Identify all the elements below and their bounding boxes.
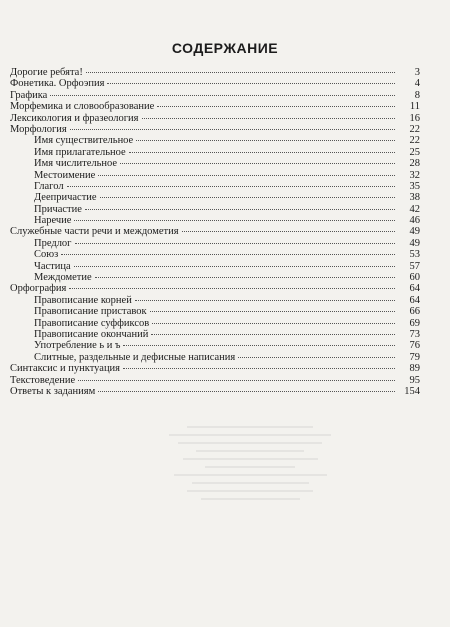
toc-entry [10, 272, 420, 283]
toc-entry-label: Частица [34, 260, 71, 272]
toc-entry-page: 42 [409, 203, 420, 215]
dot-leader [50, 94, 395, 96]
toc-entry [10, 101, 420, 112]
toc-entry [10, 295, 420, 306]
toc-entry [10, 340, 420, 351]
toc-entry [10, 192, 420, 203]
dot-leader [85, 208, 395, 210]
toc-entry-page: 89 [409, 363, 420, 375]
toc-entry [10, 170, 420, 181]
toc-entry-page: 49 [409, 237, 420, 249]
toc-entry [10, 329, 420, 340]
toc-entry [10, 204, 420, 215]
dot-leader [238, 356, 395, 358]
toc-entry-label: Слитные, раздельные и дефисные написания [34, 351, 236, 363]
toc-entry-page: 64 [409, 283, 420, 295]
toc-entry-page: 154 [404, 385, 420, 397]
dot-leader [75, 242, 396, 244]
dot-leader [70, 128, 395, 130]
toc-entry-label: Синтаксис и пунктуация [10, 363, 121, 375]
toc-entry-page: 66 [409, 306, 420, 318]
toc-entry [10, 78, 420, 89]
toc-entry-label: Графика [10, 89, 48, 101]
toc-entry [10, 147, 420, 158]
toc-entry [10, 363, 420, 374]
dot-leader [152, 322, 395, 324]
toc-entry-label: Глагол [34, 180, 64, 192]
toc-entry-page: 28 [409, 158, 420, 170]
toc-entry [10, 215, 420, 226]
toc-entry-page: 76 [409, 340, 420, 352]
dot-leader [98, 390, 395, 392]
toc-entry [10, 249, 420, 260]
toc-entry-label: Правописание суффиксов [34, 317, 150, 329]
dot-leader [86, 71, 395, 73]
toc-entry [10, 181, 420, 192]
toc-entry-label: Местоимение [34, 169, 96, 181]
toc-entry [10, 226, 420, 237]
toc-entry [10, 67, 420, 78]
dot-leader [129, 151, 395, 153]
toc-entry-label: Имя существительное [34, 135, 134, 147]
toc-entry-label: Правописание приставок [34, 306, 147, 318]
toc-entry-page: 64 [409, 294, 420, 306]
toc-entry-label: Союз [34, 249, 59, 261]
toc-entry-label: Предлог [34, 237, 72, 249]
dot-leader [150, 310, 395, 312]
dot-leader [142, 117, 395, 119]
toc-entry-page: 73 [409, 328, 420, 340]
toc-entry-label: Правописание корней [34, 294, 132, 306]
dot-leader [67, 185, 395, 187]
toc-entry-page: 57 [409, 260, 420, 272]
page-title: СОДЕРЖАНИЕ [171, 40, 279, 56]
toc-entry-label: Морфология [10, 123, 67, 135]
dot-leader [74, 219, 395, 221]
toc-entry-label: Имя числительное [34, 158, 118, 170]
toc-entry-page: 38 [409, 192, 420, 204]
toc-entry-page: 8 [414, 89, 420, 101]
dot-leader [135, 299, 395, 301]
toc-entry-label: Фонетика. Орфоэпия [10, 78, 105, 90]
toc-entry [10, 283, 420, 294]
toc-entry-page: 49 [409, 226, 420, 238]
toc-entry [10, 124, 420, 135]
dot-leader [123, 344, 395, 346]
toc-entry [10, 261, 420, 272]
toc-entry [10, 238, 420, 249]
toc-entry-label: Дорогие ребята! [10, 67, 83, 78]
toc-entry-label: Морфемика и словообразование [10, 101, 155, 113]
dot-leader [74, 265, 395, 267]
toc-entry-page: 95 [409, 374, 420, 386]
toc-entry-page: 3 [414, 67, 420, 78]
dot-leader [95, 276, 395, 278]
toc-entry-page: 79 [409, 351, 420, 363]
dot-leader [100, 196, 395, 198]
toc-entry-page: 53 [409, 249, 420, 261]
toc-entry [10, 113, 420, 124]
toc-entry-page: 46 [409, 215, 420, 227]
toc-entry-page: 35 [409, 180, 420, 192]
toc-entry-page: 25 [409, 146, 420, 158]
toc-entry-page: 16 [409, 112, 420, 124]
toc-entry-page: 4 [414, 78, 420, 90]
toc-entry-label: Правописание окончаний [34, 328, 149, 340]
dot-leader [98, 174, 395, 176]
toc-entry [10, 158, 420, 169]
toc-entry [10, 90, 420, 101]
dot-leader [136, 139, 395, 141]
dot-leader [182, 230, 395, 232]
dot-leader [157, 105, 395, 107]
dot-leader [123, 367, 395, 369]
toc-entry-page: 32 [409, 169, 420, 181]
toc-entry-label: Деепричастие [34, 192, 97, 204]
toc-entry-label: Причастие [34, 203, 82, 215]
toc-entry-label: Лексикология и фразеология [10, 112, 139, 124]
dot-leader [69, 287, 395, 289]
toc-entry-label: Употребление ь и ъ [34, 340, 121, 352]
table-of-contents [10, 67, 420, 397]
toc-entry [10, 386, 420, 397]
bleed-through-imprint [160, 420, 340, 506]
toc-entry-label: Наречие [34, 215, 72, 227]
toc-entry [10, 318, 420, 329]
toc-entry-label: Служебные части речи и междометия [10, 226, 179, 238]
toc-entry-page: 11 [409, 101, 420, 113]
dot-leader [151, 333, 395, 335]
toc-entry-page: 60 [409, 272, 420, 284]
toc-entry-label: Междометие [34, 272, 92, 284]
toc-entry [10, 306, 420, 317]
toc-entry-page: 22 [409, 135, 420, 147]
toc-entry-label: Имя прилагательное [34, 146, 126, 158]
dot-leader [78, 379, 395, 381]
dot-leader [120, 162, 395, 164]
dot-leader [107, 82, 395, 84]
toc-entry [10, 375, 420, 386]
toc-entry-label: Ответы к заданиям [10, 385, 96, 397]
toc-entry-page: 22 [409, 123, 420, 135]
toc-entry [10, 352, 420, 363]
toc-entry [10, 135, 420, 146]
dot-leader [61, 253, 395, 255]
toc-entry-label: Орфография [10, 283, 67, 295]
toc-entry-page: 69 [409, 317, 420, 329]
toc-entry-label: Текстоведение [10, 374, 76, 386]
